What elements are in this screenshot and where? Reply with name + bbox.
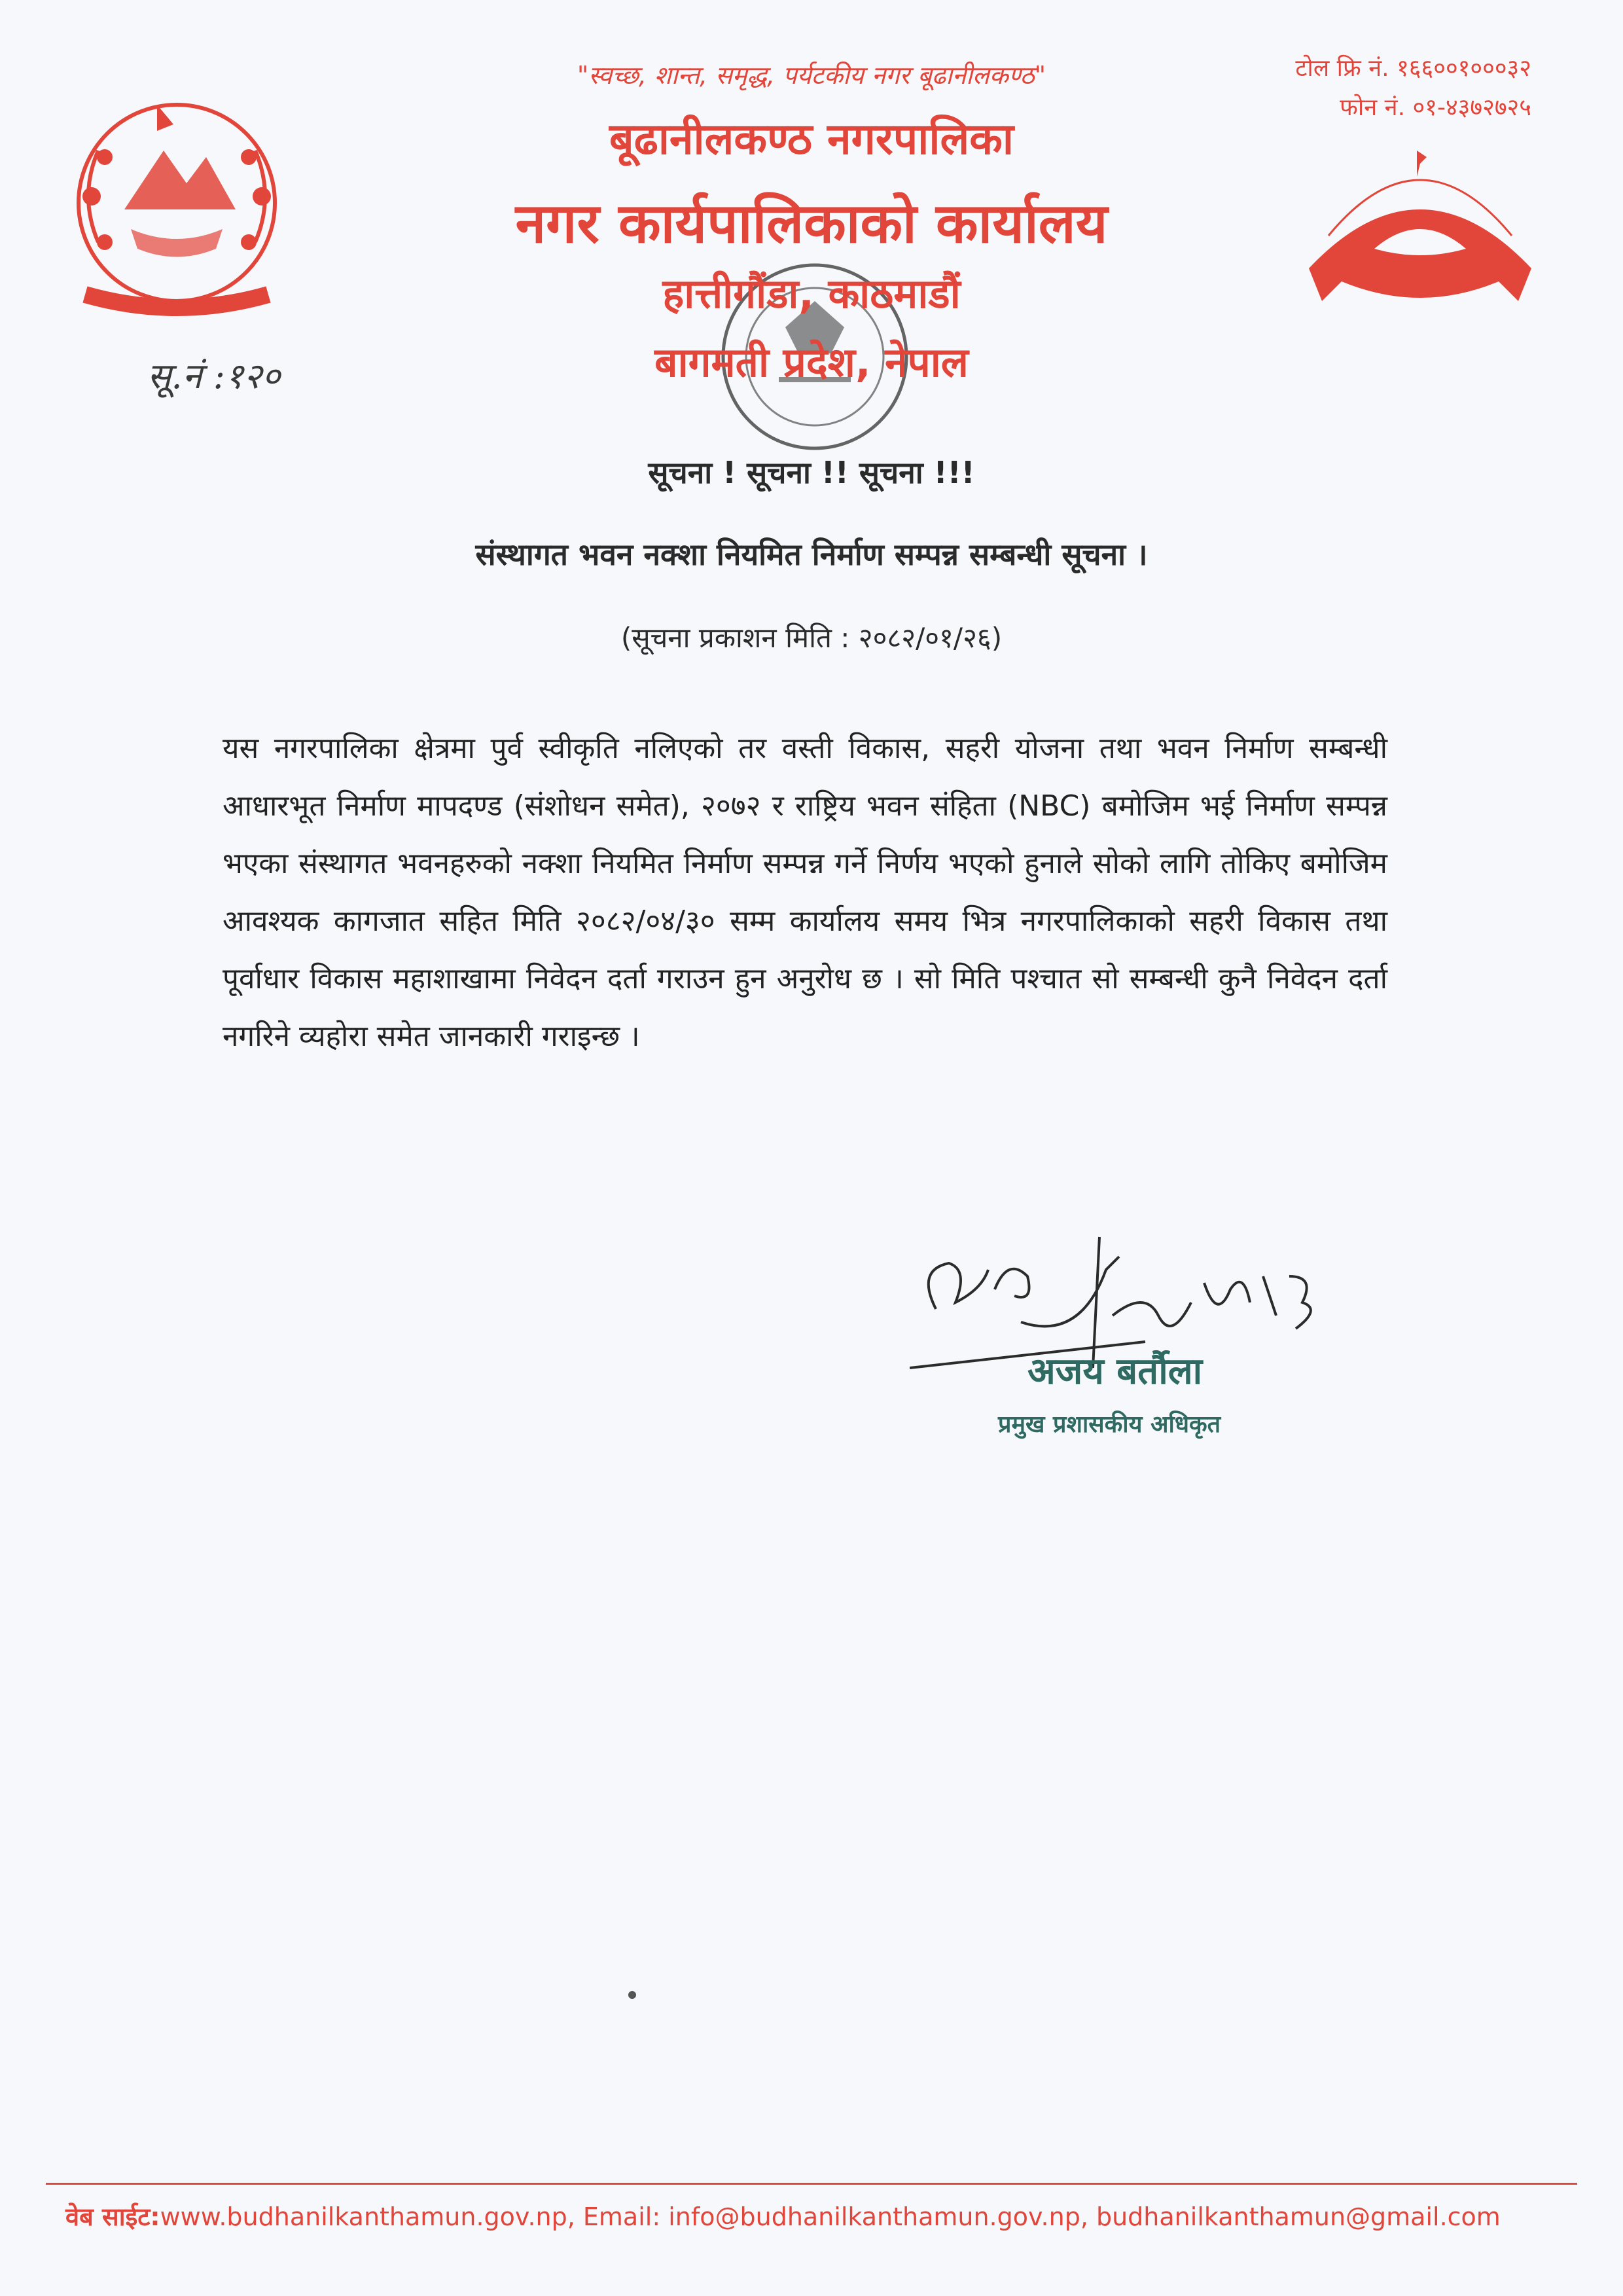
footer-contact-text: www.budhanilkanthamun.gov.np, Email: info@budhanilkanthamun.gov.np, budhanilkanthamun@gmail.com [160, 2202, 1501, 2231]
signatory-title: प्रमुख प्रशासकीय अधिकृत [998, 1411, 1221, 1438]
footer-divider [46, 2183, 1577, 2185]
toll-free-number: टोल फ्रि नं. १६६००१०००३२ [1295, 55, 1531, 82]
notice-body: यस नगरपालिका क्षेत्रमा पुर्व स्वीकृति नलिएको तर वस्ती विकास, सहरी योजना तथा भवन निर्माण सम्बन्धी आधारभूत निर्माण मापदण्ड (संशोधन समेत), २०७२ र राष्ट्रिय भवन संहिता (NBC) बमोजिम भई निर्माण सम्पन्न भएका संस्थागत भवनहरुको नक्शा नियमित निर्माण सम्पन्न गर्ने निर्णय भएको हुनाले सोको लागि तोकिए बमोजिम आवश्यक कागजात सहित मिति २०८२/०४/३० सम्म कार्यालय समय भित्र नगरपालिकाको सहरी विकास तथा पूर्वाधार विकास महाशाखामा निवेदन दर्ता गराउन हुन अनुरोध छ । सो मिति पश्चात सो सम्बन्धी कुनै निवेदन दर्ता नगरिने व्यहोरा समेत जानकारी गराइन्छ । [223, 732, 1387, 1053]
footer-website-label: वेब साईट: [65, 2202, 160, 2231]
address-line-1: हात्तीगौंडा, काठमाडौं [662, 270, 961, 317]
municipality-motto: "स्वच्छ, शान्त, समृद्ध, पर्यटकीय नगर बूढानीलकण्ठ" [577, 61, 1046, 90]
reference-number: सू.नं :१२० [147, 355, 281, 397]
notice-subject: संस्थागत भवन नक्शा नियमित निर्माण सम्पन्न सम्बन्धी सूचना । [475, 537, 1148, 572]
phone-number: फोन नं. ०१-४३७२७२५ [1340, 94, 1531, 121]
footer-contact [65, 2199, 1501, 2233]
municipality-name: बूढानीलकण्ठ नगरपालिका [609, 114, 1014, 164]
signatory-name: अजय बर्तौला [1027, 1350, 1203, 1393]
office-name: नगर कार्यपालिकाको कार्यालय [515, 191, 1108, 255]
notice-heading: सूचना ! सूचना !! सूचना !!! [648, 455, 975, 490]
address-line-2: बागमती प्रदेश, नेपाल [654, 338, 969, 386]
paper-speck [628, 1991, 636, 1999]
publication-date: (सूचना प्रकाशन मिति : २०८२/०१/२६) [620, 622, 1003, 654]
